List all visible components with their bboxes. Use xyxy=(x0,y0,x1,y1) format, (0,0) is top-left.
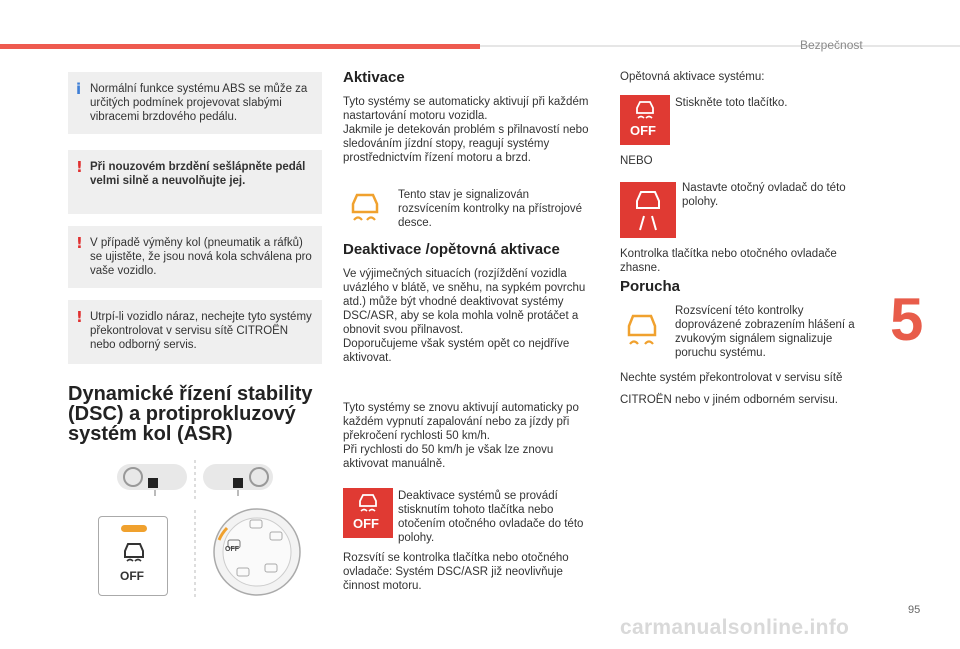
header-accent-bar xyxy=(0,44,480,49)
warning-note xyxy=(68,150,322,214)
heading-aktivace: Aktivace xyxy=(343,69,405,86)
note-text: Při nouzovém brzdění sešlápněte pedál velmi silně a neuvolňujte jej. xyxy=(90,161,306,187)
info-icon: i xyxy=(76,80,82,98)
heading-porucha: Porucha xyxy=(620,278,681,295)
reaktivace-press-text: Stiskněte toto tlačítko. xyxy=(675,97,788,109)
porucha-text-1: Nechte systém překontrolovat v servisu sítě xyxy=(620,372,843,384)
porucha-text-2: CITROËN nebo v jiném odborném servisu. xyxy=(620,394,838,406)
dsc-off-button-icon xyxy=(343,488,393,538)
warning-icon: ! xyxy=(76,308,83,326)
reactivation-text xyxy=(343,401,598,471)
aktivace-indicator-text: Tento stav je signalizován rozsvícením kontrolky na přístrojové desce. xyxy=(398,189,583,229)
dsc-fault-indicator-icon xyxy=(620,310,664,350)
off-label: OFF xyxy=(630,123,656,138)
section-title: Bezpečnost xyxy=(800,38,863,52)
reaktivace-dial-text: Nastavte otočný ovladač do této polohy. xyxy=(682,182,846,208)
reaktivace-intro: Opětovná aktivace systému: xyxy=(620,71,765,83)
paragraph: Tyto systémy se automaticky aktivují při každém nastartování motoru vozidla. xyxy=(343,96,589,122)
porucha-indicator-text: Rozsvícení této kontrolky doprovázené zobrazením hlášení a zvukovým signálem signalizuje poruchu systému. xyxy=(675,305,855,359)
page-number: 95 xyxy=(908,604,921,616)
info-note xyxy=(68,72,322,134)
chapter-number: 5 xyxy=(890,286,924,353)
deaktivace-text xyxy=(343,267,598,365)
skid-car-icon xyxy=(357,492,379,514)
dsc-warning-indicator-icon xyxy=(345,190,385,226)
warning-icon: ! xyxy=(76,234,83,252)
dial-position-icon xyxy=(620,182,676,238)
off-label: OFF xyxy=(353,516,379,531)
skid-car-icon xyxy=(632,188,664,232)
dial-off-label: OFF xyxy=(225,546,239,553)
reaktivace-or: NEBO xyxy=(620,155,653,167)
paragraph: Jakmile je detekován problém s přilnavostí nebo sledováním jízdní stopy, reagují systémy prostřednictvím řízení motoru a brzd. xyxy=(343,124,589,164)
warning-note xyxy=(68,226,322,288)
off-button-panel xyxy=(98,516,168,596)
heading-deaktivace: Deaktivace /opětovná aktivace xyxy=(343,241,560,258)
reaktivace-after-text: Kontrolka tlačítka nebo otočného ovladače zhasne. xyxy=(620,248,837,274)
off-button-marker xyxy=(148,478,158,488)
header-divider xyxy=(480,45,960,47)
paragraph: Ve výjimečných situacích (rozjíždění vozidla uvázlého v blátě, ve sněhu, na sypkém povrchu atd.) může být vhodné deaktivovat systémy DSC/ASR, aby se kola mohla volně protáčet a obnovit svou přilnavost. xyxy=(343,268,586,336)
paragraph: Doporučujeme však systém opět co nejdříve aktivovat. xyxy=(343,338,570,364)
paragraph: Při rychlosti do 50 km/h je však lze znovu aktivovat manuálně. xyxy=(343,444,554,470)
button-led xyxy=(121,525,147,532)
skid-car-icon xyxy=(634,99,656,121)
paragraph: Tyto systémy se znovu aktivují automaticky po každém vypnutí zapalování nebo za jízdy při překročení rychlosti 50 km/h. xyxy=(343,402,579,442)
dsc-off-button-icon xyxy=(620,95,670,145)
note-text: Normální funkce systému ABS se může za určitých podmínek projevovat slabými vibracemi brzdového pedálu. xyxy=(90,83,308,123)
note-text: V případě výměny kol (pneumatik a ráfků) se ujistěte, že jsou nová kola schválena pro vaše vozidlo. xyxy=(90,237,312,277)
aktivace-text xyxy=(343,95,593,165)
warning-note xyxy=(68,300,322,364)
note-text: Utrpí-li vozidlo náraz, nechejte tyto systémy překontrolovat v servisu sítě CITROËN nebo odborný servis. xyxy=(90,311,312,351)
main-title: Dynamické řízení stability (DSC) a protiprokluzový systém kol (ASR) xyxy=(68,383,313,445)
deaktivace-result-text: Rozsvítí se kontrolka tlačítka nebo otočného ovladače: Systém DSC/ASR již neovlivňuje činnost motoru. xyxy=(343,552,569,592)
watermark: carmanualsonline.info xyxy=(620,616,850,639)
warning-icon: ! xyxy=(76,158,83,176)
off-label: OFF xyxy=(120,569,144,583)
skid-car-icon xyxy=(121,541,147,565)
deaktivace-button-text: Deaktivace systémů se provádí stisknutím tohoto tlačítka nebo otočením otočného ovladače do této polohy. xyxy=(398,490,584,544)
